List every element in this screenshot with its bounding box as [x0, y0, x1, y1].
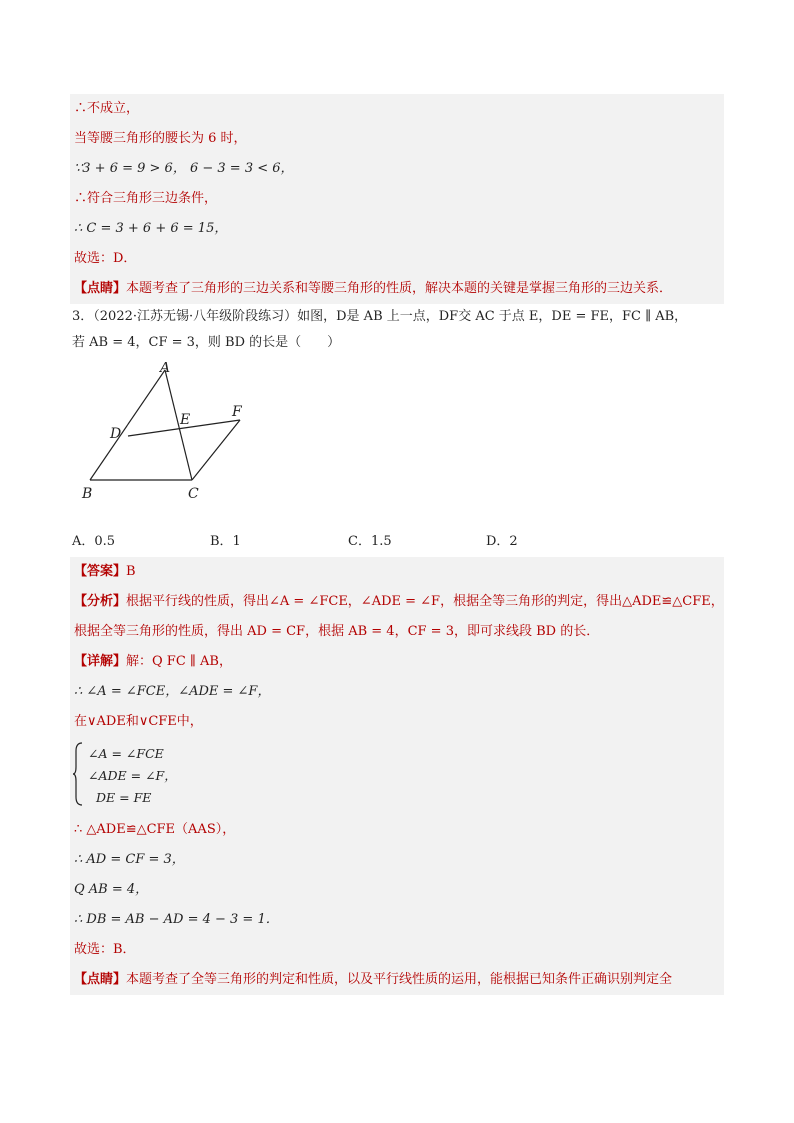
- equation-system: [70, 737, 724, 815]
- solution-line-1: ∴不成立，: [70, 94, 724, 124]
- note-2: [70, 965, 724, 995]
- left-brace-icon: [72, 741, 84, 807]
- document-page: [70, 94, 724, 995]
- answer-options: [70, 522, 724, 557]
- question-line-1: 3．（2022·江苏无锡·八年级阶段练习）如图，D是 AB 上一点，DF交 AC 于点 E，DE = FE，FC ∥ AB，: [72, 309, 688, 324]
- segment-ab: [90, 370, 165, 480]
- note-2-tag: 【点睛】: [74, 972, 127, 987]
- segment-cf: [192, 420, 240, 480]
- answer-tag: 【答案】: [74, 564, 127, 579]
- question-line-2: 若 AB = 4，CF = 3，则 BD 的长是（ ）: [72, 335, 341, 350]
- option-a: A．0.5: [72, 534, 116, 549]
- solution-line-5: ∴ C = 3 + 6 + 6 = 15，: [70, 214, 724, 244]
- solution-line-2: 当等腰三角形的腰长为 6 时，: [70, 124, 724, 154]
- step2-line-3: Q AB = 4，: [70, 875, 724, 905]
- label-f: F: [232, 404, 242, 420]
- option-b: B．1: [210, 534, 241, 549]
- solution-line-4: ∴符合三角形三边条件，: [70, 184, 724, 214]
- detail-line: [70, 647, 724, 677]
- label-e: E: [180, 412, 191, 428]
- triangle-figure: [80, 362, 280, 512]
- answer-value: B: [126, 564, 136, 579]
- step-line-2: 在∨ADE和∨CFE中，: [70, 707, 724, 737]
- step2-line-1: ∴ △ADE≌△CFE（AAS），: [70, 815, 724, 845]
- option-c: C．1.5: [348, 534, 392, 549]
- solution-line-3: ∵3 + 6 = 9 > 6， 6 − 3 = 3 < 6，: [70, 154, 724, 184]
- system-row-3: DE = FE: [96, 790, 152, 805]
- step2-line-5: 故选：B．: [70, 935, 724, 965]
- note-1: [70, 274, 724, 304]
- option-d: D．2: [486, 534, 518, 549]
- answer-line: [70, 557, 724, 587]
- note-2-text: 本题考查了全等三角形的判定和性质，以及平行线性质的运用，能根据已知条件正确识别判定全: [126, 972, 673, 987]
- analysis-tag: 【分析】: [74, 594, 127, 609]
- label-a: A: [160, 362, 171, 376]
- analysis-text-1: 根据平行线的性质，得出∠A = ∠FCE，∠ADE = ∠F，根据全等三角形的判定，得出△ADE≌△CFE，: [126, 594, 724, 609]
- note-1-tag: 【点睛】: [74, 281, 127, 296]
- solution-line-6: 故选：D．: [70, 244, 724, 274]
- analysis-line-2: 根据全等三角形的性质，得出 AD = CF，根据 AB = 4，CF = 3，即可求线段 BD 的长．: [70, 617, 724, 647]
- detail-text: 解：Q FC ∥ AB，: [126, 654, 232, 669]
- analysis-line-1: [70, 587, 724, 617]
- step2-line-4: ∴ DB = AB − AD = 4 − 3 = 1．: [70, 905, 724, 935]
- note-1-text: 本题考查了三角形的三边关系和等腰三角形的性质，解决本题的关键是掌握三角形的三边关系．: [126, 281, 673, 296]
- label-c: C: [188, 486, 199, 502]
- step-line-1: ∴ ∠A = ∠FCE，∠ADE = ∠F，: [70, 677, 724, 707]
- system-row-1: ∠A = ∠FCE: [88, 746, 164, 761]
- step2-line-2: ∴ AD = CF = 3，: [70, 845, 724, 875]
- label-b: B: [82, 486, 93, 502]
- system-row-2: ∠ADE = ∠F，: [88, 768, 177, 783]
- label-d: D: [110, 426, 122, 442]
- detail-tag: 【详解】: [74, 654, 127, 669]
- geometry-diagram: [80, 362, 724, 516]
